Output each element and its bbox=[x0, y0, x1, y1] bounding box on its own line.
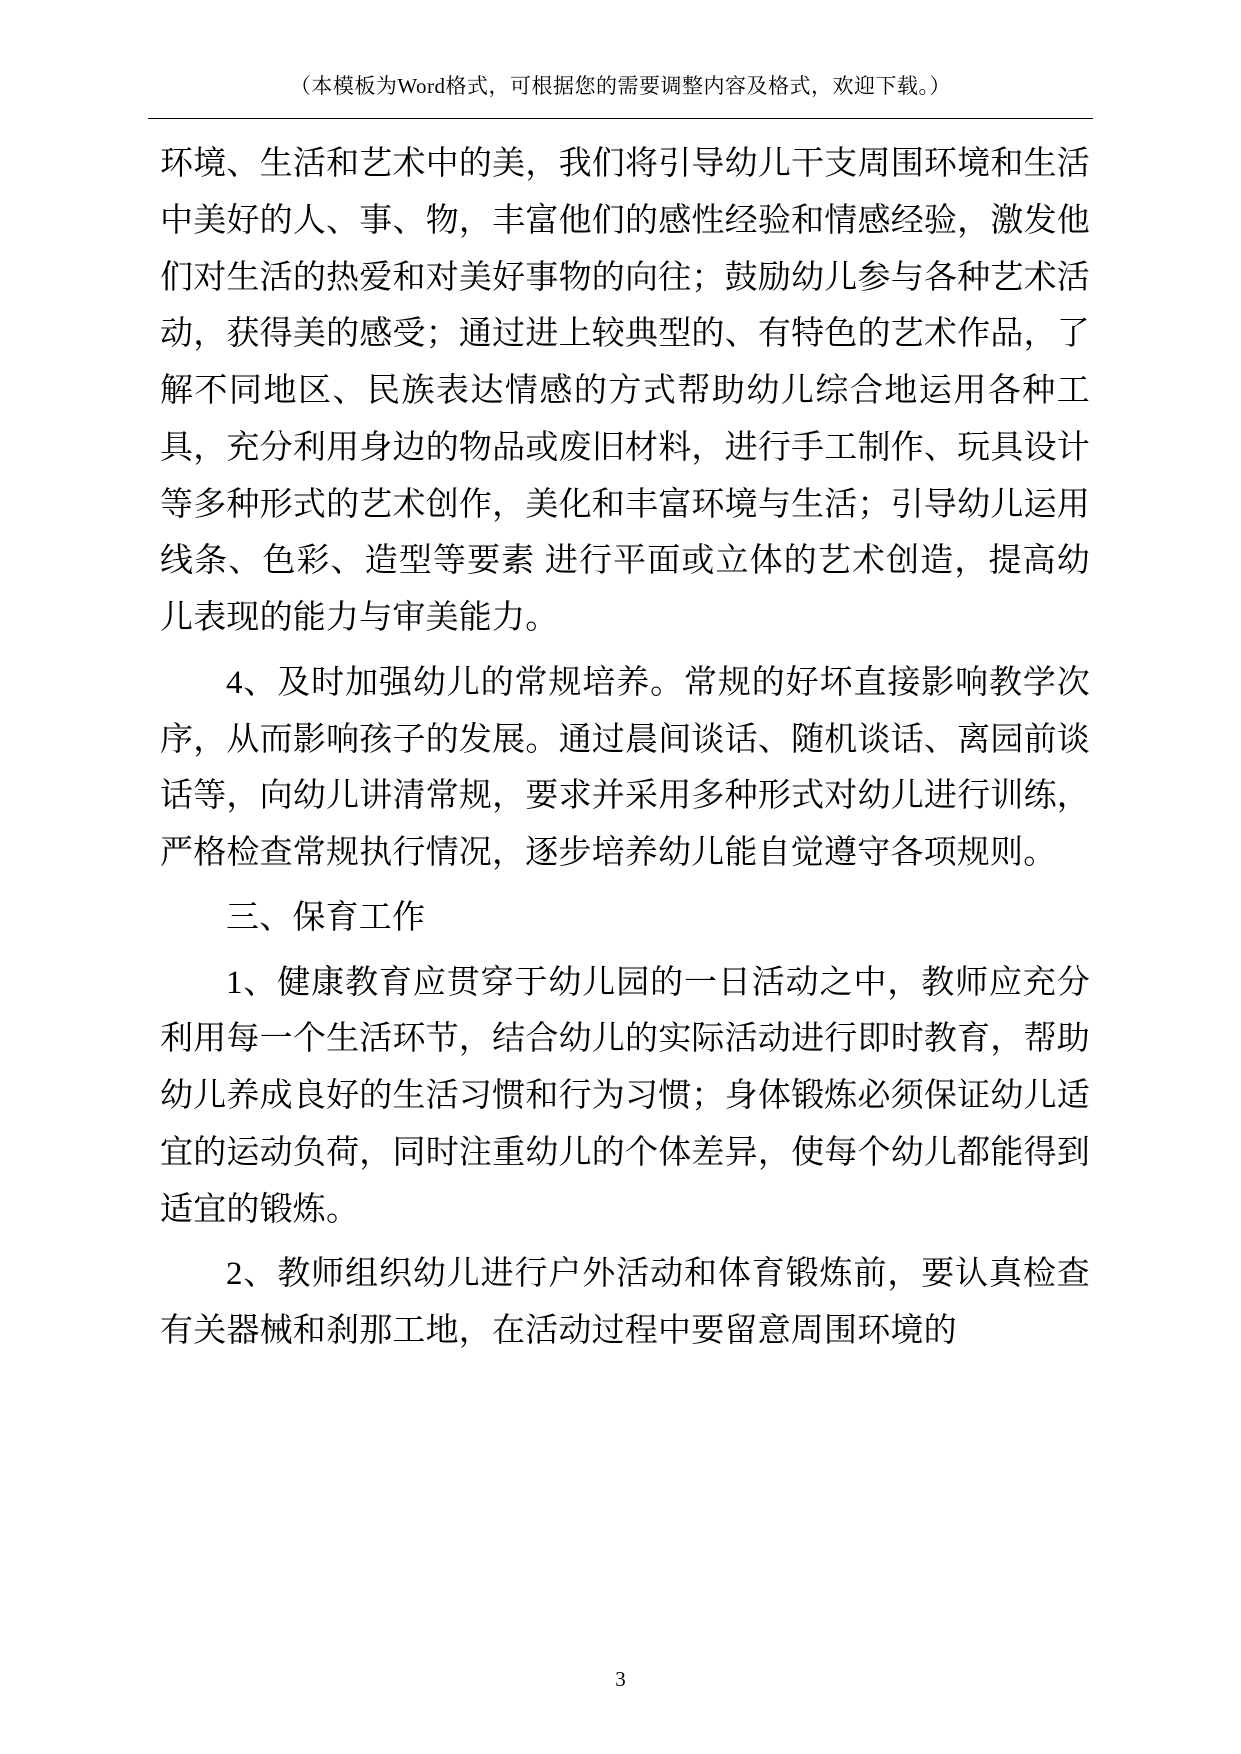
paragraph-4: 1、健康教育应贯穿于幼儿园的一日活动之中，教师应充分利用每一个生活环节，结合幼儿的实际活动进行即时教育，帮助幼儿养成良好的生活习惯和行为习惯；身体锻炼必须保证幼儿适宜的运动负荷，同时注重幼儿的个体差异，使每个幼儿都能得到适宜的锻炼。 bbox=[160, 964, 1090, 1228]
section-heading-care-work: 三、保育工作 bbox=[226, 899, 426, 936]
paragraph-1: 环境、生活和艺术中的美，我们将引导幼儿干支周围环境和生活中美好的人、事、物，丰富他们的感性经验和情感经验，激发他们对生活的热爱和对美好事物的向往；鼓励幼儿参与各种艺术活动，获得美的感受；通过进上较典型的、有特色的艺术作品，了解不同地区、民族表达情感的方式帮助幼儿综合地运用各种工具，充分利用身边的物品或废旧材料，进行手工制作、玩具设计等多种形式的艺术创作，美化和丰富环境与生活；引导幼儿运用线条、色彩、造型等要素 进行平面或立体的艺术创造，提高幼儿表现的能力与审美能力。 bbox=[160, 146, 1090, 636]
paragraph-2: 4、及时加强幼儿的常规培养。常规的好坏直接影响教学次序，从而影响孩子的发展。通过晨间谈话、随机谈话、离园前谈话等，向幼儿讲清常规，要求并采用多种形式对幼儿进行训练，严格检查常规执行情况，逐步培养幼儿能自觉遵守各项规则。 bbox=[160, 664, 1090, 871]
page-number: 3 bbox=[615, 1667, 626, 1691]
header-divider bbox=[148, 118, 1093, 119]
paragraph-5: 2、教师组织幼儿进行户外活动和体育锻炼前，要认真检查有关器械和刹那工地，在活动过程中要留意周围环境的 bbox=[160, 1256, 1090, 1349]
document-body bbox=[160, 136, 1090, 1362]
template-note: （本模板为Word格式，可根据您的需要调整内容及格式，欢迎下载。） bbox=[289, 74, 952, 98]
